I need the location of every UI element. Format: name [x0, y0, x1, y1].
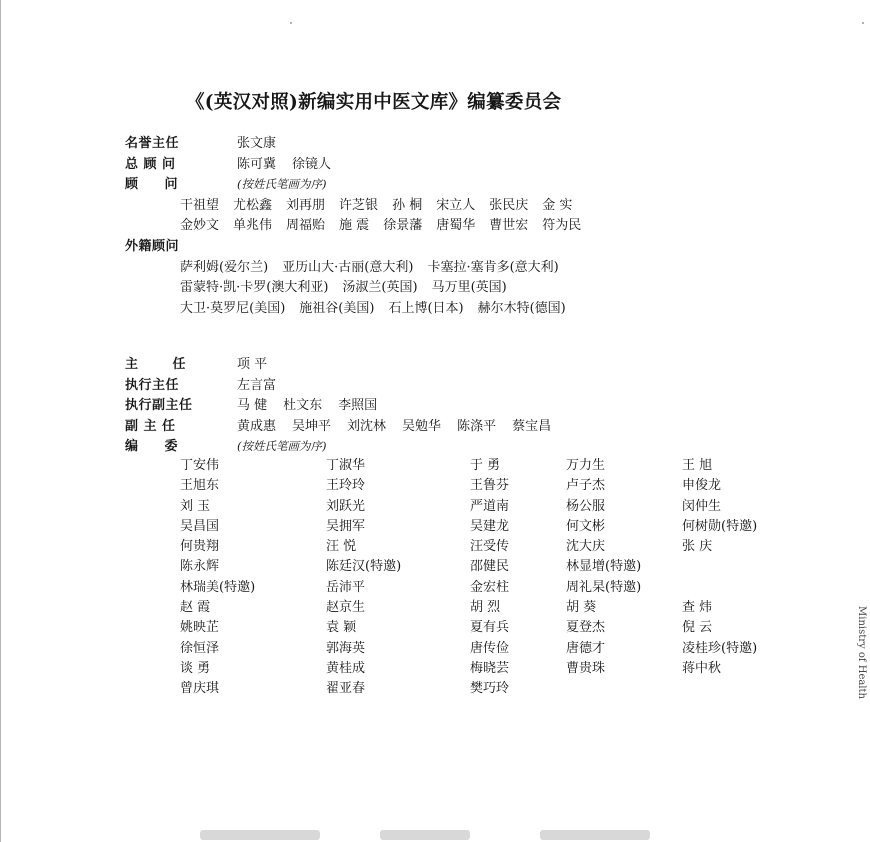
- editor-name: 何贵翔: [180, 539, 220, 555]
- editor-name: [682, 555, 822, 575]
- edge-text: Ministry of Health: [856, 606, 867, 699]
- person-name: 萨利姆(爱尔兰): [180, 259, 269, 275]
- person-name: 石上博(日本): [388, 300, 464, 316]
- role-label: 主 任: [125, 357, 201, 372]
- editor-name: 卢子杰: [566, 478, 606, 494]
- editor-name: 查 炜: [682, 600, 713, 616]
- name-line: [125, 256, 825, 277]
- person-name: 吴坤平: [292, 418, 332, 434]
- editor-name: 金宏柱: [470, 579, 510, 595]
- editor-name: 周礼杲(特邀): [566, 579, 642, 595]
- person-name: 曹世宏: [489, 218, 529, 233]
- person-name: 张文康: [237, 136, 277, 151]
- editor-name: 胡 葵: [566, 600, 597, 616]
- editor-name: 丁安伟: [180, 458, 220, 473]
- editor-name: 吴昌国: [180, 518, 220, 534]
- role-row: [125, 394, 825, 415]
- name-line: [125, 297, 825, 318]
- editor-name: 徐恒泽: [180, 640, 220, 656]
- scan-speck: [290, 22, 292, 24]
- scan-artifact: [380, 830, 470, 840]
- editor-name: 翟亚春: [326, 681, 366, 697]
- role-label: 顾 问: [125, 177, 189, 192]
- editor-name: 岳沛平: [326, 579, 366, 595]
- grid-row: [180, 535, 822, 555]
- person-name: 雷蒙特·凯·卡罗(澳大利亚): [180, 280, 329, 295]
- name-list: [237, 394, 393, 413]
- person-name: 大卫·莫罗尼(美国): [180, 300, 286, 316]
- person-name: 蔡宝昌: [512, 418, 552, 434]
- editor-name: [682, 677, 822, 697]
- grid-row: [180, 515, 822, 535]
- editor-name: 郭海英: [326, 640, 366, 656]
- role-row: [125, 415, 825, 436]
- person-name: 唐蜀华: [436, 218, 476, 233]
- person-name: 项 平: [237, 357, 268, 372]
- name-list: [237, 415, 567, 434]
- editor-name: 何树勋(特邀): [682, 518, 758, 534]
- grid-row: [180, 555, 822, 575]
- scan-artifact: [540, 830, 650, 840]
- person-name: 单兆伟: [233, 218, 273, 233]
- editor-name: 梅晓芸: [470, 660, 510, 676]
- editor-name: 谈 勇: [180, 660, 211, 676]
- editors-header-section: [125, 435, 825, 456]
- grid-row: [180, 576, 822, 596]
- role-label: 副 主 任: [125, 418, 176, 434]
- person-name: 金妙文: [180, 218, 220, 233]
- person-name: 施 震: [339, 218, 370, 233]
- person-name: 李照国: [338, 398, 378, 413]
- person-name: 吴勉华: [402, 418, 442, 434]
- editor-name: 汪受传: [470, 539, 510, 555]
- editor-name: 邵健民: [470, 559, 510, 575]
- person-name: 徐景藩: [383, 218, 423, 233]
- person-name: 尤松鑫: [233, 197, 273, 213]
- editor-name: 刘 玉: [180, 498, 211, 514]
- editor-name: 赵京生: [326, 600, 366, 616]
- name-line: [125, 194, 825, 215]
- person-name: 刘再朋: [286, 197, 326, 213]
- editor-name: 姚映芷: [180, 620, 220, 636]
- role-label: 执行副主任: [125, 398, 193, 413]
- person-name: 宋立人: [436, 197, 476, 213]
- foreign-advisers-section: [125, 235, 825, 317]
- editor-name: 王鲁芬: [470, 478, 510, 494]
- name-list: [237, 374, 292, 393]
- person-name: 施祖谷(美国): [299, 300, 375, 316]
- person-name: 赫尔木特(德国): [477, 300, 566, 316]
- editor-name: 吴拥军: [326, 518, 366, 534]
- advisers-header: [125, 173, 825, 194]
- grid-row: [180, 677, 822, 697]
- editor-name: 曾庆琪: [180, 681, 220, 697]
- role-label: 名誉主任: [125, 136, 180, 151]
- role-row: [125, 353, 825, 374]
- ordering-note: (按姓氏笔画为序): [237, 439, 327, 453]
- grid-row: [180, 616, 822, 636]
- grid-row: [180, 657, 822, 677]
- person-name: 马万里(英国): [431, 280, 507, 295]
- editor-name: 凌桂珍(特邀): [682, 640, 758, 656]
- editor-name: 王旭东: [180, 478, 220, 494]
- editor-name: 何文彬: [566, 518, 606, 534]
- grid-row: [180, 596, 822, 616]
- editor-name: 夏有兵: [470, 620, 510, 636]
- person-name: 卡塞拉·塞肯多(意大利): [427, 259, 559, 275]
- role-row: [125, 132, 825, 153]
- person-name: 许芝银: [339, 197, 379, 213]
- name-list: [237, 153, 347, 172]
- committee-section: [125, 353, 825, 435]
- editor-name: 陈永辉: [180, 559, 220, 575]
- editor-name: 严道南: [470, 498, 510, 514]
- person-name: 金 实: [542, 197, 573, 213]
- person-name: 杜文东: [283, 398, 323, 413]
- editors-header: [125, 435, 825, 456]
- role-row: [125, 153, 825, 174]
- person-name: 张民庆: [489, 197, 529, 213]
- editor-name: 张 庆: [682, 539, 713, 555]
- editor-name: 曹贵珠: [566, 660, 606, 676]
- editor-name: 胡 烈: [470, 600, 501, 616]
- person-name: 马 健: [237, 398, 268, 413]
- editor-name: 夏登杰: [566, 620, 606, 636]
- editor-name: 于 勇: [470, 458, 501, 473]
- role-label: 总 顾 问: [125, 156, 176, 172]
- person-name: 孙 桐: [392, 197, 423, 213]
- name-list: [237, 353, 283, 372]
- editor-name: 赵 霞: [180, 600, 211, 616]
- editor-name: 王 旭: [682, 458, 713, 473]
- editor-name: 黄桂成: [326, 660, 366, 676]
- editor-name: [566, 677, 682, 697]
- editor-name: 袁 颖: [326, 620, 357, 636]
- editor-name: 刘跃光: [326, 498, 366, 514]
- role-label: 执行主任: [125, 377, 180, 393]
- editor-name: 樊巧玲: [470, 681, 510, 697]
- grid-row: [180, 474, 822, 494]
- editor-name: 唐传俭: [470, 640, 510, 656]
- person-name: 陈可冀: [237, 156, 277, 172]
- grid-row: [180, 637, 822, 657]
- grid-row: [180, 495, 822, 515]
- scan-speck: [862, 22, 864, 24]
- editor-name: 王玲玲: [326, 478, 366, 494]
- grid-row: [180, 454, 822, 474]
- person-name: 刘沈林: [347, 418, 387, 434]
- person-name: 左言富: [237, 377, 277, 393]
- person-name: 符为民: [542, 218, 582, 233]
- editor-name: 沈大庆: [566, 539, 606, 555]
- advisers-section: [125, 173, 825, 235]
- person-name: 亚历山大·古丽(意大利): [282, 259, 414, 275]
- person-name: 汤淑兰(英国): [342, 280, 418, 295]
- editor-name: 汪 悦: [326, 539, 357, 555]
- editors-grid: [180, 454, 822, 698]
- ordering-note: (按姓氏笔画为序): [237, 177, 327, 191]
- person-name: 陈涤平: [457, 418, 497, 434]
- foreign-header: [125, 235, 825, 256]
- editor-name: 林瑞美(特邀): [180, 579, 256, 595]
- page-edge: [0, 0, 1, 842]
- person-name: 周福贻: [286, 218, 326, 233]
- role-row: [125, 374, 825, 395]
- editor-name: 丁淑华: [326, 458, 366, 473]
- person-name: 干祖望: [180, 197, 220, 213]
- editor-name: 闵仲生: [682, 498, 722, 514]
- name-line: [125, 214, 825, 235]
- editor-name: 唐德才: [566, 640, 606, 656]
- role-label: 编 委: [125, 439, 189, 454]
- role-label: 外籍顾问: [125, 239, 180, 254]
- person-name: 徐镜人: [292, 156, 332, 172]
- editor-name: 蒋中秋: [682, 660, 722, 676]
- editor-name: 陈廷汉(特邀): [326, 559, 402, 575]
- editor-name: 林显增(特邀): [566, 559, 642, 575]
- editor-name: 倪 云: [682, 620, 713, 636]
- person-name: 黄成惠: [237, 418, 277, 434]
- scan-artifact: [200, 830, 320, 840]
- editor-name: 万力生: [566, 458, 606, 473]
- editor-name: [682, 576, 822, 596]
- editor-name: 杨公服: [566, 498, 606, 514]
- editor-name: 申俊龙: [682, 478, 722, 494]
- honorary-section: [125, 132, 825, 173]
- page-title: 《(英汉对照)新编实用中医文库》编纂委员会: [186, 92, 562, 113]
- name-list: [237, 132, 292, 151]
- editor-name: 吴建龙: [470, 518, 510, 534]
- name-line: [125, 276, 825, 297]
